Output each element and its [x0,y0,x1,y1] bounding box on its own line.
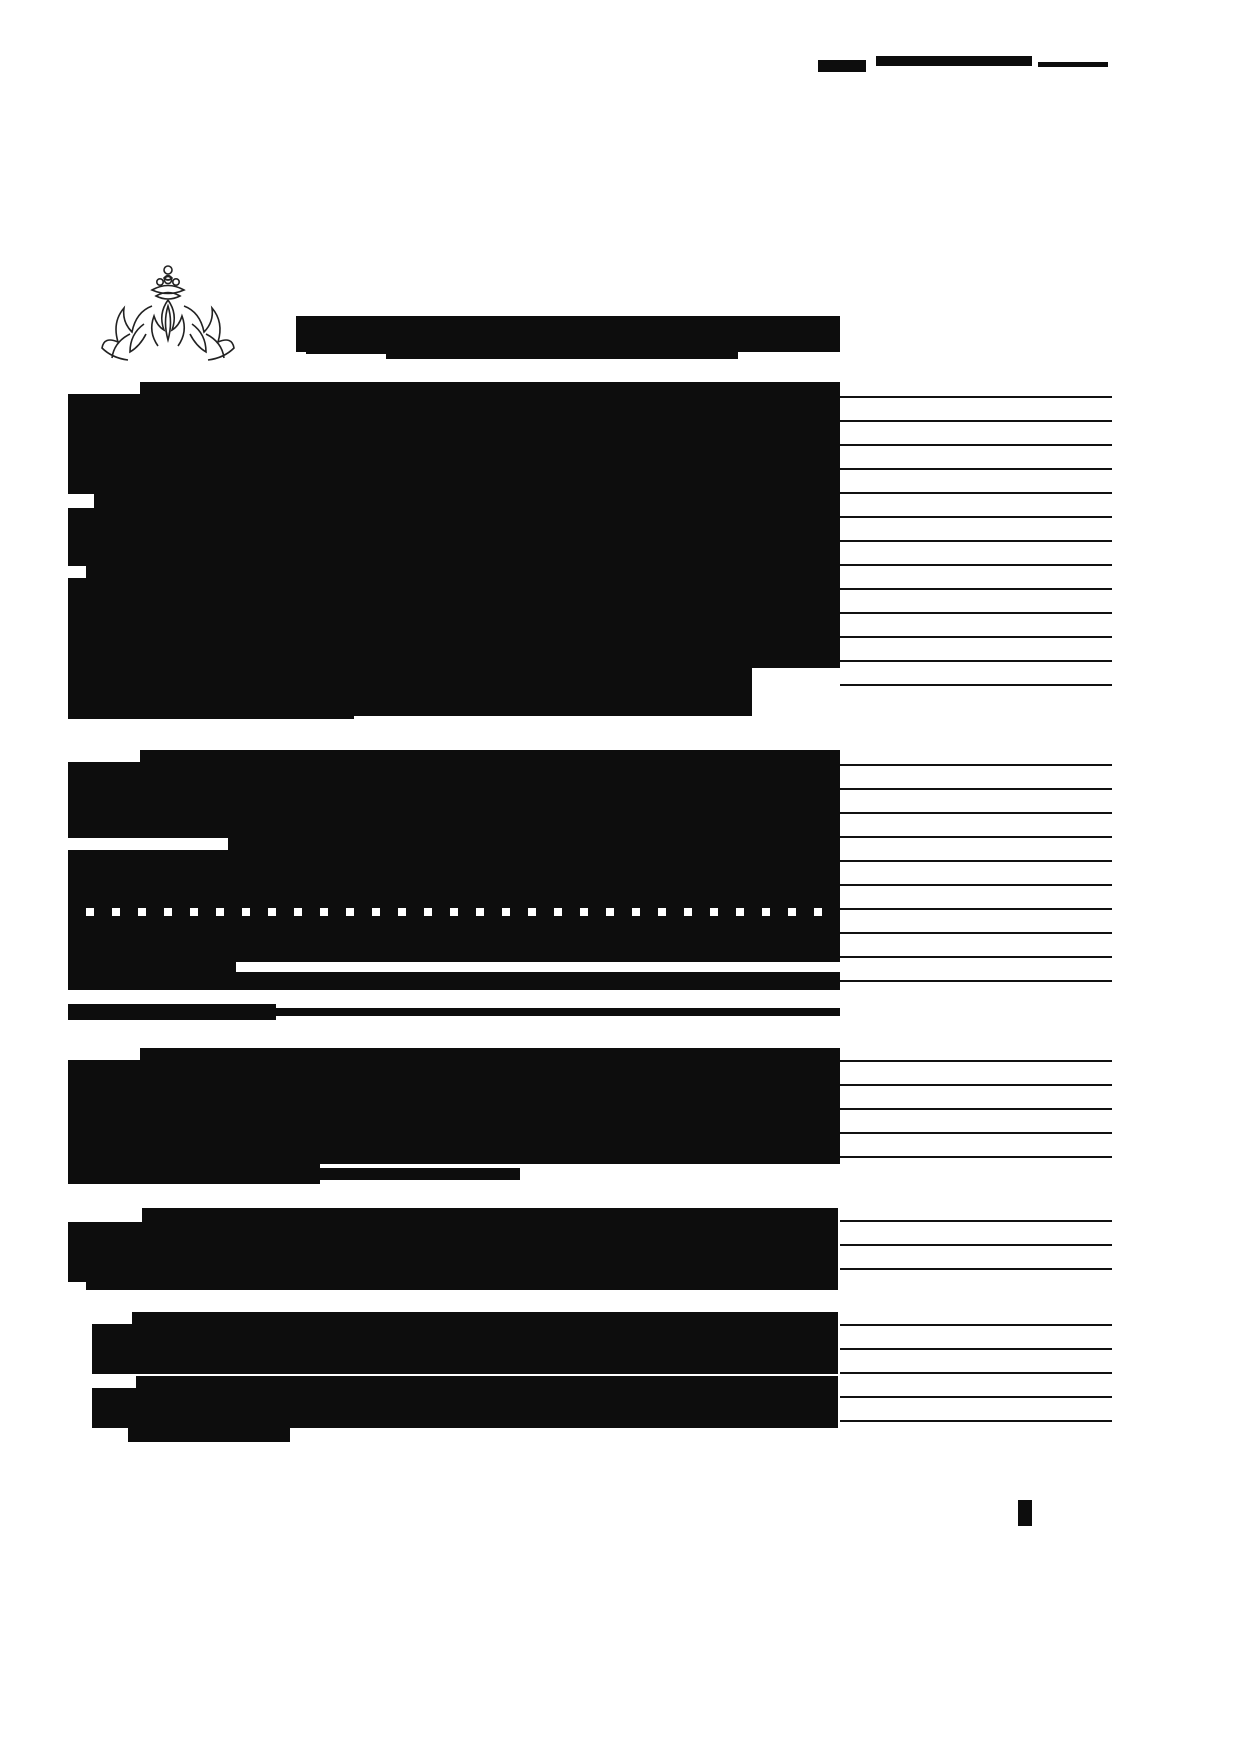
margin-rule-line [840,684,1112,686]
margin-rule-line [840,588,1112,590]
margin-rule-line [840,932,1112,934]
section-heading-redaction [68,1004,276,1020]
margin-rule-line [840,1108,1112,1110]
margin-rule-line [840,1372,1112,1374]
margin-rule-line [840,660,1112,662]
paragraph-block-5-tail [128,1352,636,1374]
margin-rule-line [840,980,1112,982]
margin-rule-line [840,812,1112,814]
margin-rule-line [840,1324,1112,1326]
national-emblem-lotus-crest-icon [78,128,258,363]
paragraph-block-3-tail [320,1168,520,1180]
margin-rule-line [840,1396,1112,1398]
margin-rule-line [840,1268,1112,1270]
gap [236,962,840,972]
paragraph-block-1-body [68,382,840,716]
margin-rule-line [840,612,1112,614]
paragraph-block-1-trailing-dashes [68,710,354,719]
gap [68,382,140,394]
margin-rule-line [840,836,1112,838]
margin-rule-line [840,540,1112,542]
paragraph-block-3-body [68,1048,840,1164]
gap [752,668,840,716]
gap [92,1376,136,1388]
margin-rule-line [840,1156,1112,1158]
header-redaction-2 [876,56,1032,66]
paragraph-block-4-body [68,1208,838,1290]
margin-rule-line [840,420,1112,422]
paragraph-block-3-last-line [68,1164,320,1184]
margin-rule-line [840,444,1112,446]
margin-rule-line [840,1420,1112,1422]
margin-rule-line [840,764,1112,766]
section-heading-rule [276,1008,840,1016]
margin-rule-line [840,1060,1112,1062]
margin-rule-line [840,1348,1112,1350]
margin-rule-line [840,1244,1112,1246]
page-number-marker [1018,1500,1032,1526]
margin-rule-line [840,788,1112,790]
margin-rule-line [840,860,1112,862]
gap [68,750,140,762]
margin-rule-line [840,636,1112,638]
gap [92,1312,132,1324]
paragraph-block-6-body [92,1376,838,1428]
margin-rule-line [840,1084,1112,1086]
margin-rule-line [840,492,1112,494]
header-redaction-1 [818,60,866,72]
margin-rule-line [840,516,1112,518]
page-number-label [0,0,1,1]
margin-rule-line [840,956,1112,958]
gap [68,1048,140,1060]
gap [68,1208,142,1222]
header-redaction-3 [1038,62,1108,67]
margin-rule-line [840,1132,1112,1134]
paragraph-block-6-tail [128,1422,290,1442]
gap [68,566,86,578]
gap [68,494,94,508]
margin-rule-line [840,564,1112,566]
title-redaction-underline [386,352,738,359]
margin-rule-line [840,396,1112,398]
margin-rule-line [840,468,1112,470]
margin-rule-line [840,1220,1112,1222]
paragraph-block-2-body [68,750,840,990]
margin-rule-line [840,908,1112,910]
gap [68,1282,86,1292]
dashed-separator [68,908,840,916]
margin-rule-line [840,884,1112,886]
gap [68,838,228,850]
